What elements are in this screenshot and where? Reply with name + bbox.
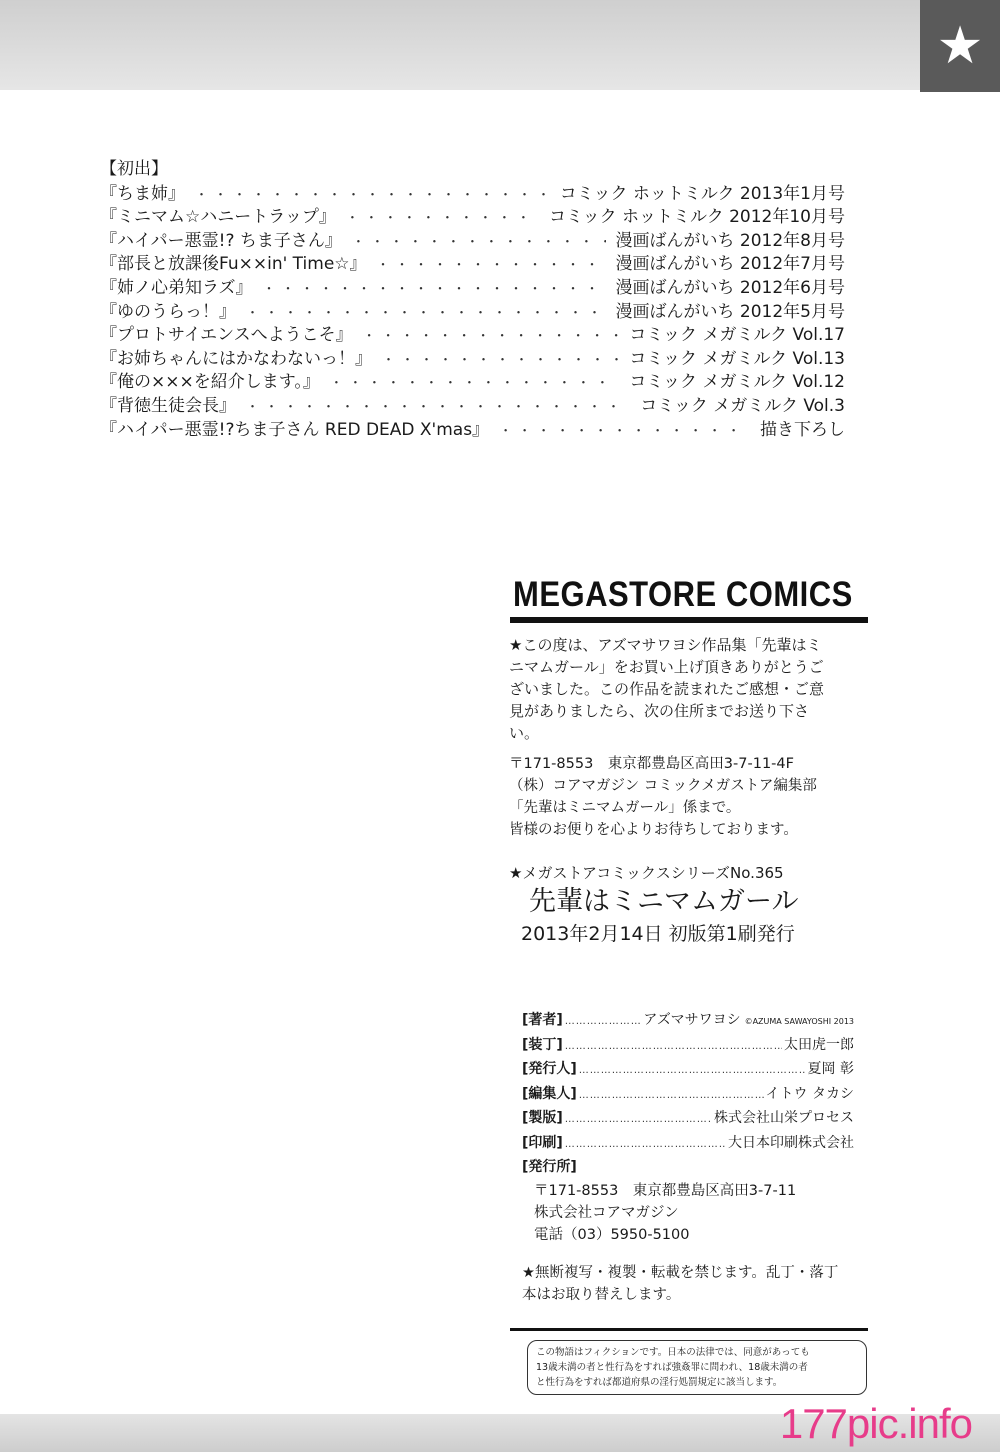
fiction-line: と性行為をすれば都道府県の淫行処罰規定に該当します。 [536, 1377, 783, 1388]
leader-dots [565, 1133, 726, 1158]
story-source: コミック メガミルク Vol.12 [629, 372, 845, 393]
list-item [100, 206, 845, 230]
list-item [100, 183, 845, 207]
story-source: 漫画ばんがいち 2012年7月号 [615, 254, 845, 275]
story-source: コミック ホットミルク 2012年10月号 [548, 207, 845, 228]
list-item [100, 395, 845, 419]
address-line: 皆様のお便りを心よりお待ちしております。 [509, 822, 798, 838]
first-appearance-header: 【初出】 [100, 159, 168, 179]
credit-label: [印刷] [522, 1134, 563, 1151]
address-line: 「先輩はミニマムガール」係まで。 [509, 800, 741, 816]
leader-dots [499, 420, 750, 444]
site-watermark: 177pic.info [779, 1400, 972, 1447]
credits-list [522, 1008, 854, 1246]
credit-row [522, 1008, 854, 1033]
list-item [100, 277, 845, 301]
credit-row [522, 1033, 854, 1058]
copyright-note: ©AZUMA SAWAYOSHI 2013 [744, 1017, 854, 1026]
publisher-line: 電話（03）5950-5100 [534, 1226, 690, 1243]
leader-dots [330, 372, 620, 396]
story-title: 『プロトサイエンスへようこそ』 [100, 325, 353, 346]
thanks-line: 見がありましたら、次の住所までお送り下さ [509, 702, 810, 720]
star-icon: ★ [936, 16, 984, 76]
story-source: 漫画ばんがいち 2012年8月号 [615, 230, 845, 251]
credit-label: [著者] [522, 1012, 563, 1028]
leader-dots [352, 231, 606, 255]
credit-label: [発行人] [522, 1061, 577, 1077]
top-scan-band [0, 0, 1000, 90]
credit-value: アズマサワヨシ [643, 1012, 741, 1028]
series-number: ★メガストアコミックスシリーズNo.365 [509, 864, 784, 882]
leader-dots [377, 254, 606, 278]
corner-tab [920, 0, 1000, 92]
leader-dots [346, 207, 539, 231]
story-title: 『部長と放課後Fu××in' Time☆』 [100, 254, 367, 275]
publisher-label: [発行所] [522, 1159, 577, 1175]
thanks-line: ざいました。この作品を読まれたご感想・ご意 [509, 680, 825, 698]
address-line: 〒171-8553 東京都豊島区高田3-7-11-4F [509, 756, 794, 772]
leader-dots [565, 1035, 782, 1060]
fiction-notice-box [527, 1340, 867, 1395]
notice-line: 本はお取り替えします。 [522, 1287, 681, 1303]
credit-label: [装丁] [522, 1036, 563, 1053]
leader-dots [246, 396, 630, 420]
feedback-address [509, 753, 869, 841]
leader-dots [382, 349, 619, 373]
thanks-line: ★この度は、アズマサワヨシ作品集「先輩はミ [509, 636, 822, 654]
thanks-line: い。 [509, 724, 540, 742]
book-title: 先輩はミニマムガール [529, 886, 799, 917]
story-title: 『ハイパー悪霊!?ちま子さん RED DEAD X'mas』 [100, 419, 490, 440]
list-item [100, 419, 845, 443]
leader-dots [579, 1084, 764, 1109]
leader-dots [363, 325, 620, 349]
story-title: 『お姉ちゃんにはかなわないっ！』 [100, 348, 372, 369]
list-item [100, 301, 845, 325]
list-item [100, 230, 845, 254]
list-item [100, 371, 845, 395]
credit-value: 太田虎一郎 [784, 1036, 854, 1053]
credit-row [522, 1155, 854, 1180]
thanks-message [509, 634, 859, 744]
first-appearance-list [100, 158, 845, 442]
story-title: 『ミニマム☆ハニートラップ』 [100, 207, 336, 228]
credit-value: 株式会社山栄プロセス [714, 1110, 854, 1126]
story-title: 『俺の×××を紹介します。』 [100, 372, 320, 393]
release-date: 2013年2月14日 初版第1刷発行 [521, 923, 795, 945]
credit-value: イトウ タカシ [765, 1085, 854, 1102]
credit-row [522, 1106, 854, 1131]
publisher-line: 株式会社コアマガジン [534, 1204, 679, 1221]
address-line: （株）コアマガジン コミックメガストア編集部 [509, 778, 817, 794]
book-info [509, 862, 869, 948]
leader-dots [195, 184, 550, 208]
leader-dots [579, 1059, 806, 1084]
copy-prohibition-notice [522, 1262, 862, 1306]
divider [510, 617, 868, 623]
leader-dots [263, 278, 606, 302]
story-title: 『背徳生徒会長』 [100, 395, 236, 416]
story-source: コミック メガミルク Vol.17 [629, 325, 845, 346]
publisher-address [534, 1180, 854, 1246]
credit-value: 大日本印刷株式会社 [728, 1134, 854, 1151]
story-source: コミック メガミルク Vol.13 [629, 348, 845, 369]
leader-dots [246, 302, 606, 326]
story-title: 『ハイパー悪霊!? ちま子さん』 [100, 230, 342, 251]
list-item [100, 324, 845, 348]
credit-row [522, 1057, 854, 1082]
credit-row [522, 1131, 854, 1156]
story-source: 漫画ばんがいち 2012年6月号 [615, 277, 845, 298]
leader-dots [565, 1108, 712, 1133]
story-source: コミック ホットミルク 2013年1月号 [559, 183, 845, 204]
publisher-logo: MEGASTORE COMICS [513, 574, 853, 615]
story-source: 漫画ばんがいち 2012年5月号 [615, 301, 845, 322]
list-item [100, 348, 845, 372]
notice-line: ★無断複写・複製・転載を禁じます。乱丁・落丁 [522, 1265, 839, 1281]
credit-value: 夏岡 彰 [807, 1061, 854, 1077]
fiction-line: 13歳未満の者と性行為をすれば強姦罪に問われ、18歳未満の者 [536, 1362, 808, 1373]
publisher-line: 〒171-8553 東京都豊島区高田3-7-11 [534, 1182, 797, 1199]
divider [510, 1328, 868, 1331]
fiction-line: この物語はフィクションです。日本の法律では、同意があっても [536, 1347, 810, 1358]
story-title: 『ゆのうらっ！』 [100, 301, 236, 322]
story-source: コミック メガミルク Vol.3 [640, 395, 845, 416]
story-source: 描き下ろし [760, 419, 845, 440]
credit-row [522, 1082, 854, 1107]
leader-dots [565, 1010, 642, 1035]
thanks-line: ニマムガール」をお買い上げ頂きありがとうご [509, 658, 824, 676]
credit-label: [編集人] [522, 1085, 577, 1102]
list-item [100, 253, 845, 277]
story-title: 『ちま姉』 [100, 183, 185, 204]
story-title: 『姉ノ心弟知ラズ』 [100, 277, 253, 298]
credit-label: [製版] [522, 1110, 563, 1126]
